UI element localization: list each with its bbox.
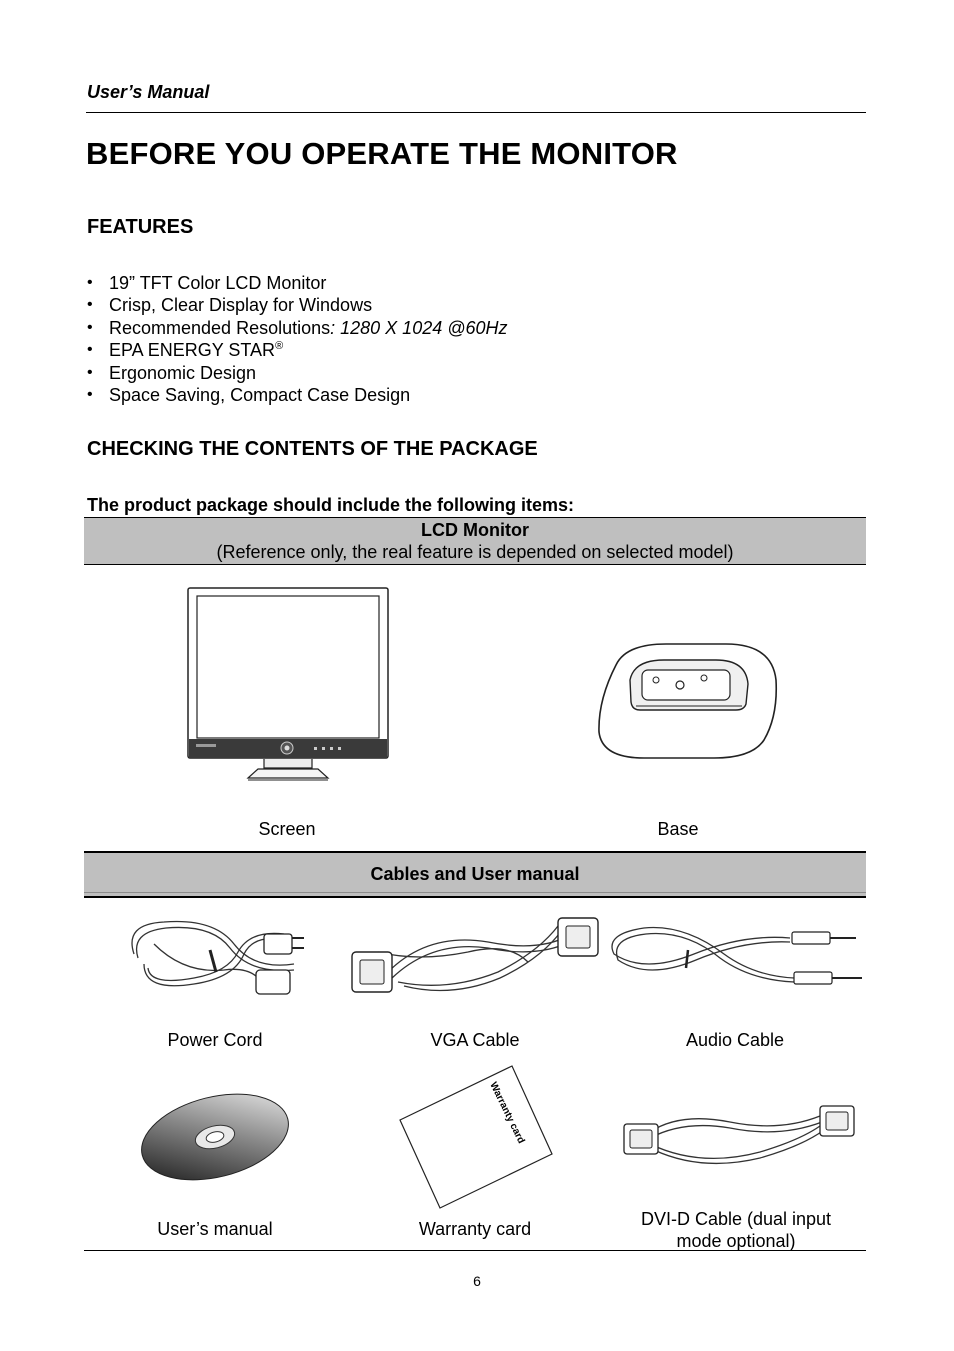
resolution-value: : 1280 X 1024 @60Hz [330, 317, 508, 338]
bottom-divider [84, 1250, 866, 1251]
band-subtitle: (Reference only, the real feature is depended on selected model) [216, 542, 734, 562]
warranty-card-label: Warranty card [418, 1219, 532, 1239]
package-heading: CHECKING THE CONTENTS OF THE PACKAGE [87, 438, 538, 460]
base-label: Base [657, 819, 699, 839]
monitor-illustration [186, 586, 390, 786]
power-cord-label: Power Cord [167, 1030, 263, 1050]
dvi-cable-label: DVI-D Cable (dual input mode optional) [640, 1209, 832, 1251]
page-number: 6 [473, 1273, 481, 1289]
package-intro: The product package should include the following items: [87, 495, 575, 515]
warranty-card-print: Warranty card [487, 1080, 527, 1146]
feature-item: • Crisp, Clear Display for Windows [87, 294, 508, 316]
header-divider [86, 112, 866, 113]
cd-illustration [138, 1092, 292, 1182]
warranty-card-illustration [396, 1062, 556, 1210]
lcd-monitor-band [84, 517, 866, 565]
audio-cable-illustration [604, 914, 866, 998]
feature-item: • Recommended Resolutions: 1280 X 1024 @60Hz [87, 317, 508, 339]
header-label: User’s Manual [87, 82, 210, 102]
band-title: LCD Monitor [421, 520, 529, 540]
feature-item: • 19” TFT Color LCD Monitor [87, 272, 508, 294]
audio-cable-label: Audio Cable [685, 1030, 785, 1050]
users-manual-label: User’s manual [157, 1219, 273, 1239]
vga-cable-label: VGA Cable [430, 1030, 520, 1050]
cables-band: Cables and User manual [84, 851, 866, 898]
features-list [87, 272, 508, 406]
power-cord-illustration [124, 914, 310, 1004]
base-illustration [596, 640, 780, 762]
vga-cable-illustration [348, 912, 602, 1004]
dvi-cable-illustration [620, 1102, 860, 1172]
features-heading: FEATURES [87, 216, 194, 238]
page-title: BEFORE YOU OPERATE THE MONITOR [86, 136, 678, 171]
screen-label: Screen [258, 819, 316, 839]
feature-item: • Space Saving, Compact Case Design [87, 384, 508, 406]
feature-item: • EPA ENERGY STAR® [87, 339, 508, 361]
feature-item: • Ergonomic Design [87, 362, 508, 384]
registered-mark: ® [275, 340, 284, 353]
